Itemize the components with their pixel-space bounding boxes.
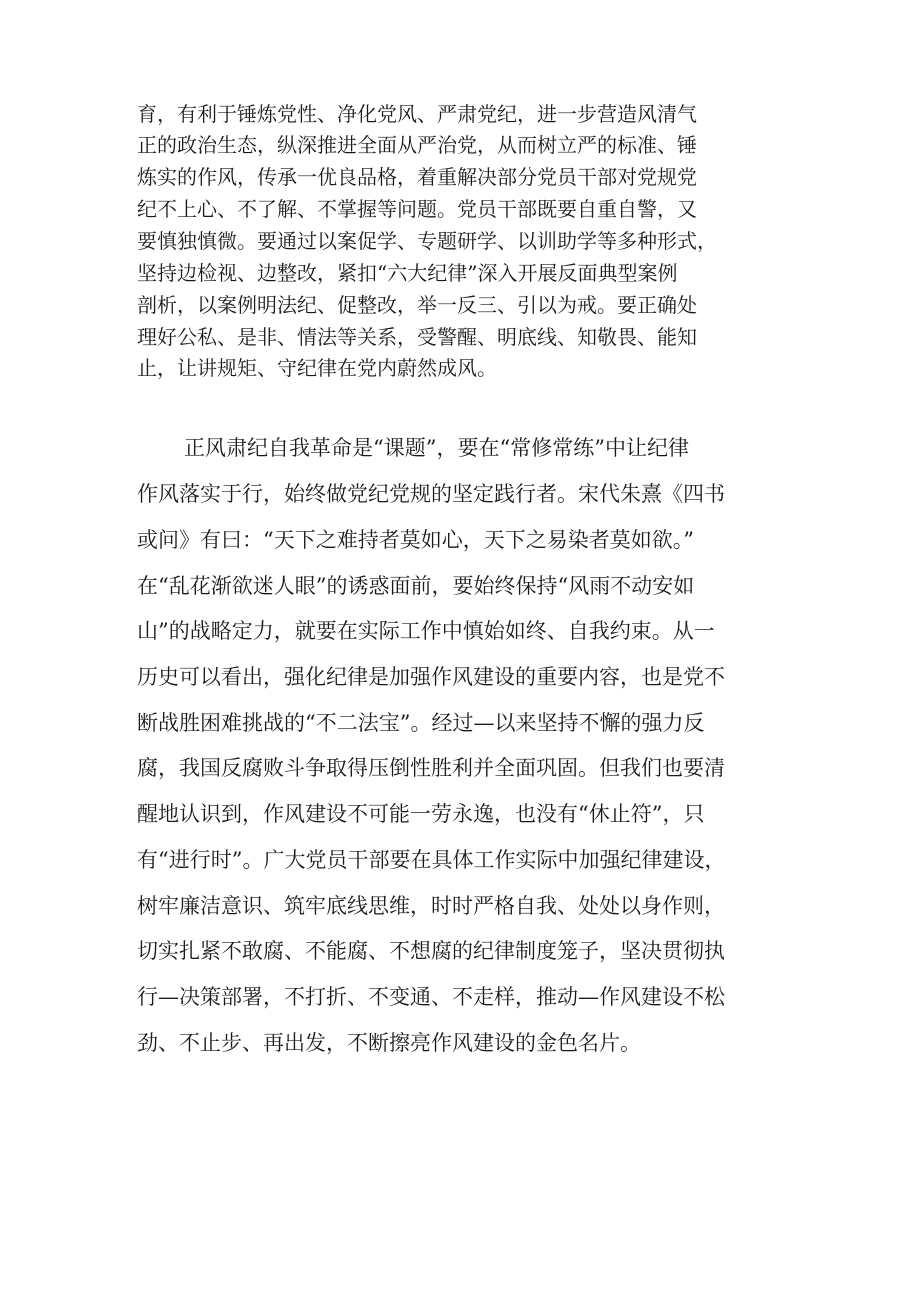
paragraph-2-line: 历史可以看出，强化纪律是加强作风建设的重要内容，也是党不 (137, 665, 725, 689)
paragraph-2-line: 作风落实于行，始终做党纪党规的坚定践行者。宋代朱熹《四书 (137, 482, 725, 506)
paragraph-1-line: 纪不上心、不了解、不掌握等问题。党员干部既要自重自警，又 (137, 197, 697, 221)
paragraph-2-line: 切实扎紧不敢腐、不能腐、不想腐的纪律制度笼子，坚决贯彻执 (137, 939, 725, 963)
paragraph-1-line: 要慎独慎微。要通过以案促学、专题研学、以训助学等多种形式， (137, 229, 717, 253)
paragraph-1-line: 育，有利于锤炼党性、净化党风、严肃党纪，进一步营造风清气 (137, 102, 697, 126)
paragraph-2-line: 有“进行时”。广大党员干部要在具体工作实际中加强纪律建设， (137, 848, 726, 872)
paragraph-1-line: 理好公私、是非、情法等关系，受警醒、明底线、知敬畏、能知 (137, 325, 697, 349)
paragraph-2-line: 树牢廉洁意识、筑牢底线思维，时时严格自我、处处以身作则， (137, 894, 725, 918)
paragraph-2-line: 行—决策部署，不打折、不变通、不走样，推动—作风建设不松 (137, 985, 725, 1009)
paragraph-1-line: 止，让讲规矩、守纪律在党内蔚然成风。 (137, 356, 497, 380)
paragraph-2-line: 山”的战略定力，就要在实际工作中慎始如终、自我约束。从一 (137, 619, 715, 643)
paragraph-2-line: 劲、不止步、再出发，不断擦亮作风建设的金色名片。 (137, 1031, 641, 1055)
paragraph-2-line: 腐，我国反腐败斗争取得压倒性胜利并全面巩固。但我们也要清 (137, 756, 725, 780)
paragraph-2-line: 醒地认识到，作风建设不可能一劳永逸，也没有“休止符”，只 (137, 802, 705, 826)
paragraph-1-line: 剖析，以案例明法纪、促整改，举一反三、引以为戒。要正确处 (137, 293, 697, 317)
paragraph-1-line: 炼实的作风，传承一优良品格，着重解决部分党员干部对党规党 (137, 165, 697, 189)
paragraph-2-line: 或问》有曰：“天下之难持者莫如心，天下之易染者莫如欲。” (137, 528, 694, 552)
paragraph-2-line: 断战胜困难挑战的“不二法宝”。经过—以来坚持不懈的强力反 (137, 711, 705, 735)
paragraph-2-line: 正风肃纪自我革命是“课题”，要在“常修常练”中让纪律 (184, 436, 689, 460)
paragraph-1-line: 正的政治生态，纵深推进全面从严治党，从而树立严的标准、锤 (137, 133, 697, 157)
paragraph-2-line: 在“乱花渐欲迷人眼”的诱惑面前，要始终保持“风雨不动安如 (137, 574, 695, 598)
paragraph-1-line: 坚持边检视、边整改，紧扣“六大纪律”深入开展反面典型案例 (137, 261, 678, 285)
